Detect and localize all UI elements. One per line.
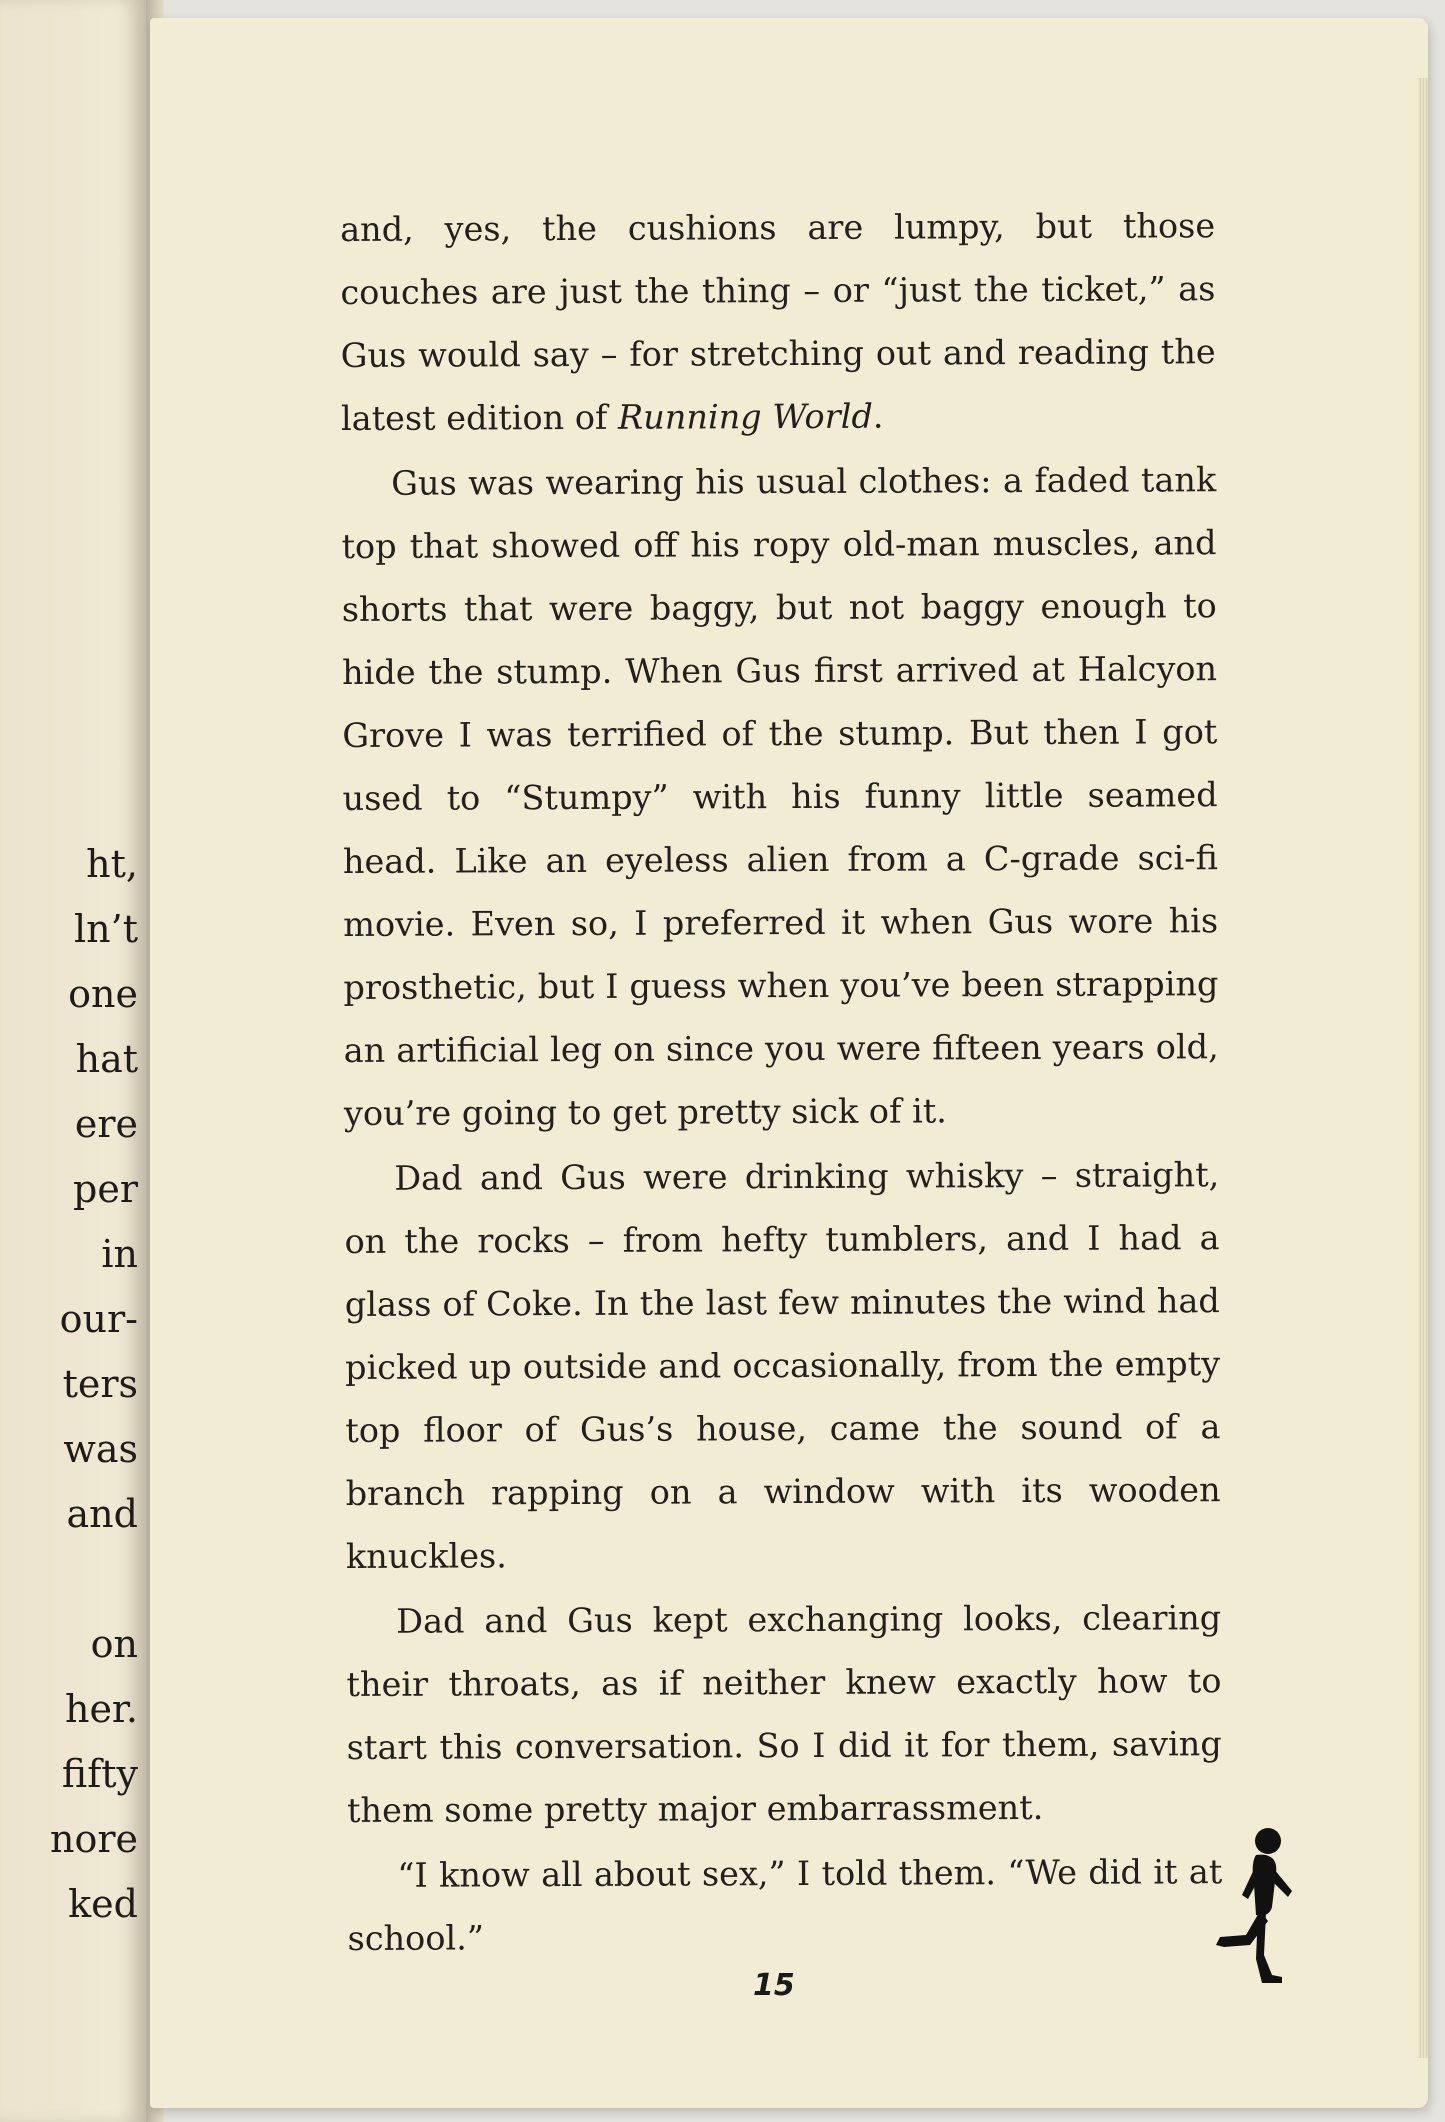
paragraph-1	[340, 194, 1216, 450]
paragraph-1-end: .	[872, 396, 884, 436]
left-line: per	[73, 1167, 138, 1211]
left-line: fifty	[61, 1752, 138, 1796]
left-line: her.	[64, 1687, 138, 1731]
left-page-text	[0, 832, 138, 1937]
left-line: on	[90, 1622, 138, 1666]
left-line: in	[101, 1232, 138, 1276]
left-line: ere	[74, 1102, 138, 1146]
left-line: one	[68, 972, 138, 1016]
left-line: ln’t	[74, 907, 138, 951]
paragraph-1-text: and, yes, the cushions are lumpy, but those couches are just the thing – or “just the ticket,” as Gus would say – for stretching out and reading the latest edition of	[340, 206, 1216, 438]
left-line: and	[66, 1492, 138, 1536]
left-line: our-	[59, 1297, 138, 1341]
paragraph-2: Gus was wearing his usual clothes: a faded tank top that showed off his ropy old-man muscles, and shorts that were baggy, but not baggy enough to hide the stump. When Gus first arrived at Halcyon Grove I was terrified of the stump. But then I got used to “Stumpy” with his funny little seamed head. Like an eyeless alien from a C-grade sci-fi movie. Even so, I preferred it when Gus wore his prosthetic, but I guess when you’ve been strapping an artificial leg on since you were fifteen years old, you’re going to get pretty sick of it.	[341, 460, 1219, 1133]
page-edge	[1418, 78, 1428, 2058]
left-line: nore	[49, 1817, 138, 1861]
running-boy-silhouette-icon	[1212, 1825, 1302, 1985]
paragraph-5: “I know all about sex,” I told them. “We did it at school.”	[347, 1852, 1223, 1958]
left-line: was	[63, 1427, 138, 1471]
magazine-title: Running World	[617, 396, 873, 437]
left-line-blank	[0, 1547, 138, 1612]
right-page	[150, 18, 1428, 2108]
paragraph-4: Dad and Gus kept exchanging looks, clearing their throats, as if neither knew exactly how to start this conversation. So I did it for them, saving them some pretty major embarrassment.	[346, 1598, 1222, 1830]
paragraph-3: Dad and Gus were drinking whisky – straight, on the rocks – from hefty tumblers, and I had a glass of Coke. In the last few minutes the wind had picked up outside and occasionally, from the empty top floor of Gus’s house, came the sound of a branch rapping on a window with its wooden knuckles.	[344, 1155, 1221, 1576]
left-line: ters	[62, 1362, 138, 1406]
left-line: ht,	[86, 842, 138, 886]
left-page	[0, 0, 146, 2122]
page-number: 15	[753, 1968, 795, 2003]
left-line: hat	[75, 1037, 138, 1081]
body-text	[340, 194, 1223, 1972]
left-line: ked	[68, 1882, 138, 1926]
